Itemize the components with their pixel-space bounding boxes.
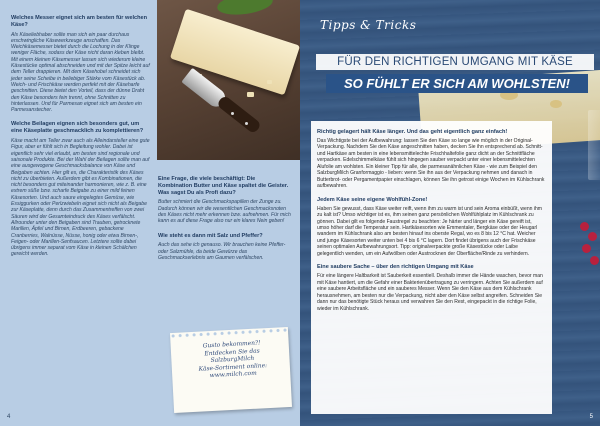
answer-text: Butter schmiert die Geschmackspapillen der Zunge zu. Dadurch können wir die wesentlichen Geschmacksnoten des Käses nicht mehr erkennen bzw. aufnehmen. Für mich kann es auf diese Frage also nur ein klares Nein geben! xyxy=(158,199,291,225)
cheese-knife-photo xyxy=(157,0,300,160)
cheese-crumb xyxy=(267,80,272,84)
berry xyxy=(580,222,589,231)
section-body: Das Wichtigste bei der Aufbewahrung: lassen Sie den Käse so lange wie möglich in der Original-Verpackung. Nachdem Sie den Käse angeschnitten haben, decken Sie ihn entsprechend ab. Schnitt- und Hartkäse am besten in eine lebensmittelechte Frischhaltefolie ganz dicht an der Schnittfläche verpacken. Edelschimmelkäse fühlt sich hingegen sauber verpackt unter einer lebensmittelechten Alufolie am wohlsten. Ein kleiner Tipp für alle, die parmesanähnlichen Käse - wie zum Beispiel den SalzburgMilch Granformaggio - lieben: wenn Sie ihn aus der Verpackung nehmen und danach in Butterbrot- oder Pergamentpapier einschlagen, können Sie ihn getrost einige Wochen im Kühlschrank aufbewahren. xyxy=(317,138,545,190)
page-title-line1: FÜR DEN RICHTIGEN UMGANG MIT KÄSE xyxy=(316,54,594,70)
tips-text-box xyxy=(311,121,552,414)
berry xyxy=(590,256,599,265)
question-heading: Wie steht es dann mit Salz und Pfeffer? xyxy=(158,232,263,239)
berries-decoration xyxy=(578,218,600,278)
section-heading: Richtig gelagert hält Käse länger. Und das geht eigentlich ganz einfach! xyxy=(317,129,508,135)
question-heading: Welche Beilagen eignen sich besonders gut, um eine Käseplatte geschmacklich zu komplettieren? xyxy=(11,121,144,135)
handwritten-note xyxy=(170,327,292,413)
section-body: Für eine längere Haltbarkeit ist Sauberkeit essentiell. Deshalb immer die Hände waschen, bevor man mit Käse hantiert, um die Gefahr einer Bakterienübertragung zu verringern. Achten Sie außerdem auf eine saubere Arbeitsfläche und ein sauberes Messer. Wenn Sie den Käse aus dem Kühlschrank herausnehmen, am besten nur die Verpackung, nicht aber den Käse selbst angreifen. Schneiden Sie dann nur das benötigte Stück heraus und verwahren Sie den Rest, eingepackt in die richtige Folie, wieder im Kühlschrank. xyxy=(317,273,543,312)
knife-rivet xyxy=(245,122,248,125)
section-heading: Jedem Käse seine eigene Wohlfühl-Zone! xyxy=(317,196,428,203)
cheese-crumb xyxy=(247,92,254,97)
right-page xyxy=(300,0,600,426)
berry xyxy=(588,232,597,241)
note-line: www.milch.com xyxy=(209,371,257,380)
page-number-right: 5 xyxy=(589,414,593,420)
note-line: Gusto bekommen?! xyxy=(202,340,261,350)
glass-shape xyxy=(588,110,600,180)
page-number-left: 4 xyxy=(7,414,11,420)
answer-text: Als Käseliebhaber sollte man sich ein paar durchaus erschwingliche Käsewerkzeuge anschaffen. Das Weichkäsemesser bietet durch die Lochung in der Klinge weniger Fläche, sodass der Käse nicht daran kleben bleibt. Mit einem kleinen Käsemesser lassen sich wiederum kleine Käsestücke optimal abschneiden und mit der Spitze leicht auf dem Teller drappieren. Mit dem Käsehobel schneidet sich jeder seine Scheibe in beliebiger Stärke vom Käsestück ab. Weich- und Frischkäse werden perfekt mit der Käseharfe geschnitten. Diese bietet den Vorteil, dass der dünne Draht den Käse besonders fein trennt, ohne Schnitten zu hinterlassen. Und für Parmesan eignet sich am besten ein Parmesanstecher. xyxy=(11,31,150,114)
middle-column-qa xyxy=(158,176,291,269)
note-line: SalzburgMilch xyxy=(210,355,255,365)
left-column-qa xyxy=(11,15,151,266)
answer-text: Käse macht am Teller zwar auch als Alleindarsteller eine gute Figur, aber er fühlt sich in Begleitung wohler. Dabei ist eigentlich sehr viel erlaubt, am besten sind regionale und saisonale Produkte. Bei der Wahl der Beilagen sollte man auf eine ausgewogene Geschmacksbalance von Käse und Beigaben achten. Hier gilt es, die Charakteristik des Käses nicht zu überbieten. Außerdem gibt es Kombinationen, die nicht besonders gut miteinander harmonieren, wie z. B. eine extrem süße bzw. scharfe Beigabe zu einer mild feinen Käsesorten. Und auch saure eingelegtes Gemüse, wie Essiggurken oder Perlzwiebeln eignet sich nicht als Beigabe zur Käseplatte, denn durch das Zusammentreffen von zwei Säuren wird der Gesamteindruck des Käses verfälscht. Allrounder unter den Beigaben sind Trauben, getrocknete Marillen, Äpfel und Birnen, Erdbeeren, gebackene Cranberries, Walnüsse, Nüsse, honig oder etwa Birnen-, Feigen- oder Marillen-Senfsaucen. Letztere sollte dabei übrigens immer separat vom Käse in kleinen Schälchen gereicht werden. xyxy=(11,138,150,258)
cheese-hole xyxy=(550,100,562,108)
question-heading: Welches Messer eignet sich am besten für welchen Käse? xyxy=(11,15,148,28)
knife-handle-shape xyxy=(216,95,262,135)
section-body: Haben Sie gewusst, dass Käse weiter reift, wenn ihm zu warm ist und sein Aroma einbüßt, wenn ihm zu kalt ist? Umso wichtiger ist es, ihm seinen ganz persönlichen Wohlfühlplatz im Kühlschrank zu gönnen. Dabei gilt es folgende Faustregel zu beachten: Je härter und länger ein Käse gereift ist, umso höher darf die Temperatur sein. Hartkäsesorten wie Emmentaler, Bergkäse oder der Heugarl wandern im Kühlschrank also am besten hinauf ins oberste Regal, wo es 8 bis 12 °C hat. Weicher und junge Käsesorten weiter unten bei 4 bis 6 °C lagern. Dort findet übrigens auch der Frischkäse seinen optimalen Aufbewahrungsort. Tipp: originalverpackte große Käsestücke oder Laibe gelegentlich wenden, um ein Aufwölben oder Austrocknen der Oberfläche/Rinde zu verhindern. xyxy=(317,205,542,257)
berry xyxy=(582,244,591,253)
question-heading: Eine Frage, die viele beschäftigt: Die Kombination Butter und Käse spaltet die Geister. Was sagst Du als Profi dazu? xyxy=(158,176,289,196)
note-line: Entdecken Sie das xyxy=(204,348,260,357)
answer-text: Auch das sehe ich genauso. Wir brauchen keine Pfeffer- oder Salzmühle, da beide Gewürze das Geschmackserlebnis am Gaumen verfälschen. xyxy=(158,242,286,261)
script-heading: Tipps & Tricks xyxy=(320,18,417,32)
knife-rivet xyxy=(231,112,234,115)
note-line: Käse-Sortiment online: xyxy=(198,362,268,373)
section-heading: Eine saubere Sache – über den richtigen Umgang mit Käse xyxy=(317,264,474,271)
page-title-line2: SO FÜHLT ER SICH AM WOHLSTEN! xyxy=(326,74,588,93)
leaf-shape xyxy=(216,0,274,18)
note-perforation xyxy=(170,327,288,339)
